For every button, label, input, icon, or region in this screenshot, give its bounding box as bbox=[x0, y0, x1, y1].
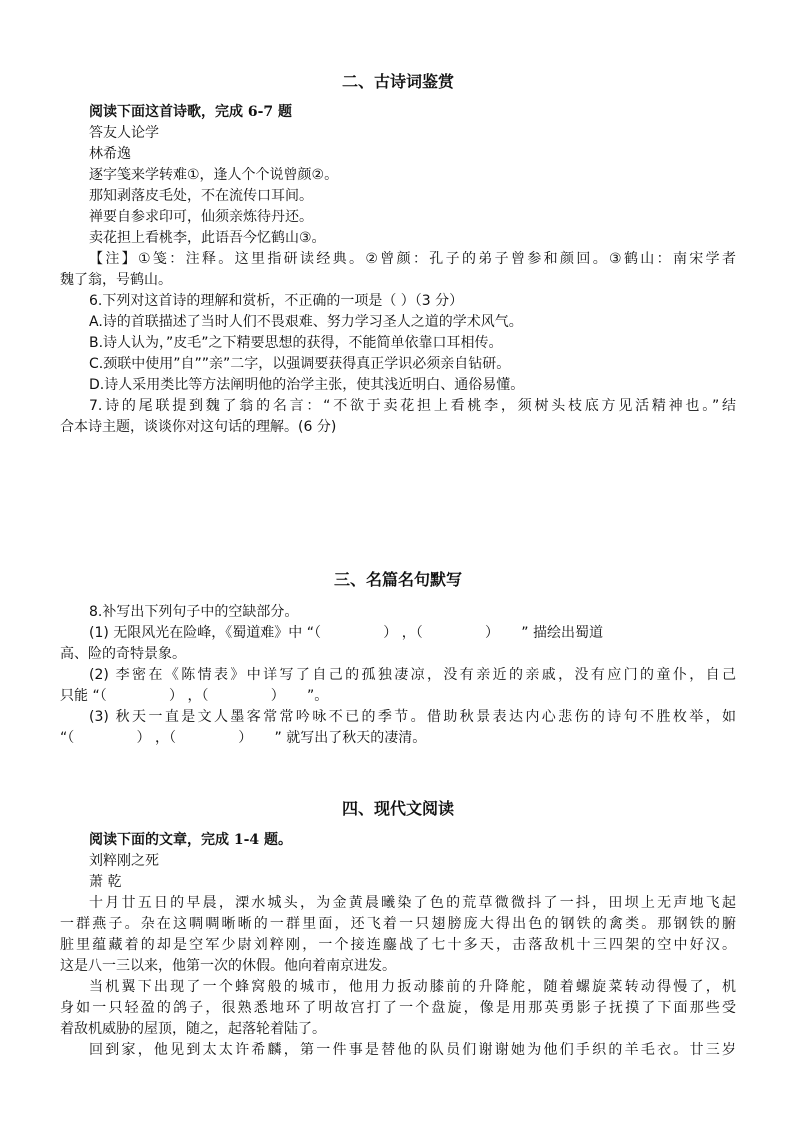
question-7-continued: 合本诗主题，谈谈你对这句话的理解。(6 分) bbox=[60, 419, 337, 435]
section-heading-poetry: 二、古诗词鉴赏 bbox=[341, 72, 454, 91]
dictation-section-body bbox=[60, 602, 736, 749]
poem-line: 禅要自参求印可，仙须亲炼待丹还。 bbox=[89, 209, 313, 225]
article-paragraph-2-line: 身如一只轻盈的鸽子，很熟悉地环了明故宫打了一个盘旋，像是用那英勇影子抚摸了下面那些受 bbox=[60, 1000, 736, 1016]
poem-author: 林希逸 bbox=[89, 146, 131, 162]
question-6-option-c: C.颈联中使用”自””亲”二字，以强调要获得真正学识必须亲自钻研。 bbox=[89, 356, 511, 372]
article-paragraph-2-line: 着敌机威胁的屋顶，随之，起落轮着陆了。 bbox=[60, 1021, 326, 1037]
question-8: 8.补写出下列句子中的空缺部分。 bbox=[89, 604, 299, 620]
article-paragraph-1-line: 一群燕子。杂在这啁啁晰晰的一群里面，还飞着一只翅膀庞大得出色的钢铁的禽类。那钢铁的腑 bbox=[60, 916, 736, 932]
poem-note-continued: 魏了翁，号鹤山。 bbox=[60, 272, 172, 288]
article-paragraph-1-line: 脏里蕴藏着的却是空军少尉刘粹刚，一个接连鏖战了七十多天，击落敌机十三四架的空中好汉。 bbox=[60, 937, 736, 953]
article-paragraph-2-line: 当机翼下出现了一个蜂窝般的城市，他用力扳动膝前的升降舵，随着螺旋菜转动得慢了，机 bbox=[89, 979, 736, 995]
poem-note: 【注】①笺：注释。这里指研读经典。②曾颜：孔子的弟子曾参和颜回。③鹤山：南宋学者 bbox=[89, 251, 736, 267]
article-title: 刘粹刚之死 bbox=[89, 853, 159, 869]
question-6-option-b: B.诗人认为，”皮毛”之下精要思想的获得，不能简单依靠口耳相传。 bbox=[89, 335, 503, 351]
poem-title: 答友人论学 bbox=[89, 125, 159, 141]
poem-line: 那知剥落皮毛处，不在流传口耳间。 bbox=[89, 188, 313, 204]
article-author: 萧 乾 bbox=[89, 874, 122, 890]
dictation-item-3: (3) 秋天一直是文人墨客常常吟咏不已的季节。借助秋景表达内心悲伤的诗句不胜枚举，如 bbox=[89, 709, 736, 725]
dictation-item-2-continued: 只能 “（ ） ，（ ） ”。 bbox=[60, 688, 329, 704]
poem-line: 卖花担上看桃李，此语吾今忆鹤山③。 bbox=[89, 230, 326, 246]
article-paragraph-1-line: 十月廿五日的早晨，溧水城头，为金黄晨曦染了色的荒草微微抖了一抖，田坝上无声地飞起 bbox=[89, 895, 736, 911]
poetry-section-body bbox=[60, 102, 736, 438]
dictation-item-1-continued: 高、险的奇特景象。 bbox=[60, 646, 186, 662]
dictation-item-3-continued: “（ ） ，（ ） ” 就写出了秋天的凄清。 bbox=[60, 730, 427, 746]
section-heading-modern-reading: 四、现代文阅读 bbox=[341, 799, 454, 818]
modern-reading-section-body bbox=[60, 830, 736, 1061]
question-6: 6.下列对这首诗的理解和赏析，不正确的一项是（ ）（3 分） bbox=[89, 293, 464, 309]
section-heading-dictation: 三、名篇名句默写 bbox=[333, 570, 462, 589]
dictation-item-1: (1) 无限风光在险峰，《蜀道难》中 “（ ） ，（ ） ” 描绘出蜀道 bbox=[89, 625, 603, 641]
poem-line: 逐字笺来学转难①，逢人个个说曾颜②。 bbox=[89, 167, 339, 183]
article-paragraph-3-line: 回到家，他见到太太许希麟，第一件事是替他的队员们谢谢她为他们手织的羊毛衣。廿三岁 bbox=[89, 1042, 736, 1058]
dictation-item-2: (2) 李密在《陈情表》中详写了自己的孤独凄凉，没有亲近的亲戚，没有应门的童仆，自己 bbox=[89, 667, 736, 683]
poetry-instruction: 阅读下面这首诗歌，完成 6-7 题 bbox=[89, 104, 293, 120]
reading-instruction: 阅读下面的文章，完成 1-4 题。 bbox=[89, 832, 293, 848]
question-6-option-a: A.诗的首联描述了当时人们不畏艰难、努力学习圣人之道的学术风气。 bbox=[89, 314, 523, 330]
question-6-option-d: D.诗人采用类比等方法阐明他的治学主张，使其浅近明白、通俗易懂。 bbox=[89, 377, 525, 393]
question-7: 7.诗的尾联提到魏了翁的名言：“不欲于卖花担上看桃李，须树头枝底方见活精神也。”结 bbox=[89, 398, 736, 414]
article-paragraph-1-line: 这是八一三以来，他第一次的休假。他向着南京进发。 bbox=[60, 958, 396, 974]
